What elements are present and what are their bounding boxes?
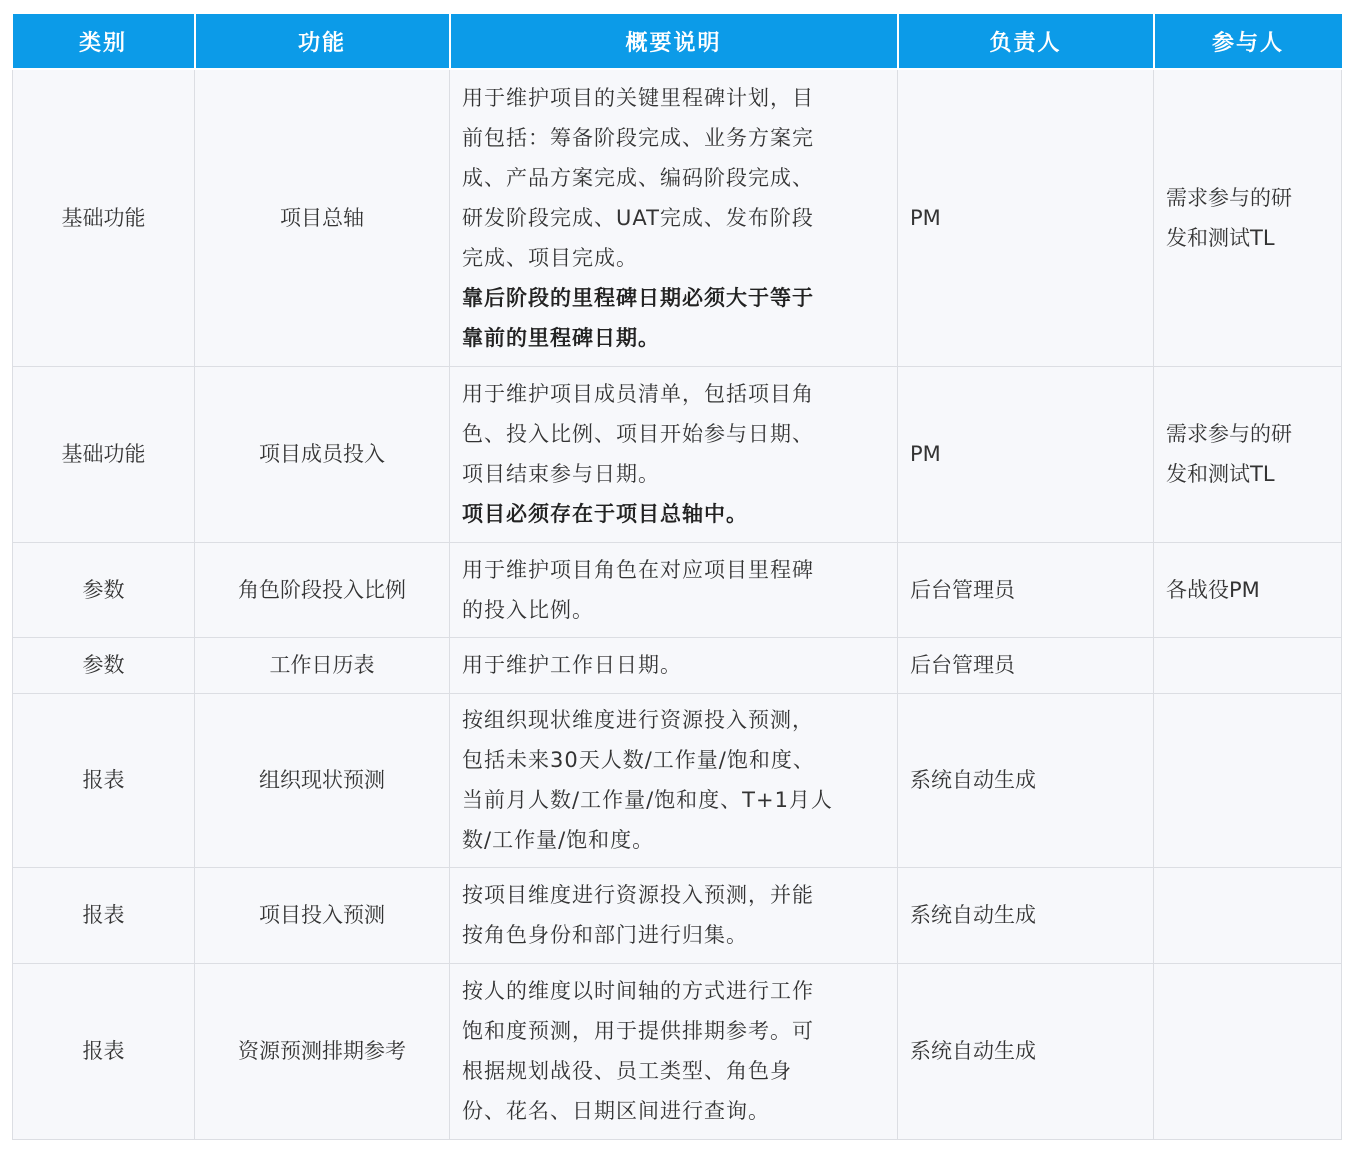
description-cell [450,542,898,637]
description-cell [450,693,898,867]
description-cell [450,637,898,693]
table-row [13,542,1342,637]
feature-table-container [12,14,1341,1140]
function-cell: 项目投入预测 [195,867,450,963]
description-line: 按组织现状维度进行资源投入预测， [462,708,814,732]
table-row [13,693,1342,867]
description-line: 当前月人数/工作量/饱和度、T+1月人 [462,788,833,812]
description-line: 用于维护项目的关键里程碑计划，目 [462,85,814,110]
description-rule-line: 靠前的里程碑日期。 [462,325,660,350]
description-line: 用于维护工作日日期。 [462,653,682,677]
owner-cell: PM [898,69,1154,366]
description-line: 色、投入比例、项目开始参与日期、 [462,422,814,446]
function-cell: 工作日历表 [195,637,450,693]
table-header [13,14,1342,69]
table-body [13,69,1342,1139]
function-cell: 组织现状预测 [195,693,450,867]
participant-cell [1154,693,1342,867]
participant-cell [1154,637,1342,693]
description-line: 前包括：筹备阶段完成、业务方案完 [462,125,814,150]
description-cell [450,963,898,1139]
description-cell [450,867,898,963]
description-line: 按角色身份和部门进行归集。 [462,923,748,947]
owner-cell: 系统自动生成 [898,693,1154,867]
participant-cell [1154,867,1342,963]
description-line: 数/工作量/饱和度。 [462,828,655,852]
participant-cell [1154,366,1342,542]
description-line: 包括未来30天人数/工作量/饱和度、 [462,748,815,772]
participant-cell [1154,542,1342,637]
function-cell: 项目成员投入 [195,366,450,542]
owner-cell: 系统自动生成 [898,963,1154,1139]
header-description: 概要说明 [450,14,898,69]
table-row [13,69,1342,366]
header-function: 功能 [195,14,450,69]
description-line: 按项目维度进行资源投入预测，并能 [462,883,814,907]
category-cell: 参数 [13,542,195,637]
table-row [13,963,1342,1139]
description-line: 按人的维度以时间轴的方式进行工作 [462,979,814,1003]
description-rule-line: 项目必须存在于项目总轴中。 [462,502,748,526]
description-line: 用于维护项目角色在对应项目里程碑 [462,557,814,582]
description-rule-line: 靠后阶段的里程碑日期必须大于等于 [462,285,814,310]
description-line: 研发阶段完成、UAT完成、发布阶段 [462,205,814,230]
participant-line: 需求参与的研 [1166,185,1292,210]
participant-cell [1154,963,1342,1139]
category-cell: 报表 [13,867,195,963]
description-line: 项目结束参与日期。 [462,462,660,486]
function-cell: 项目总轴 [195,69,450,366]
owner-cell: 系统自动生成 [898,867,1154,963]
participant-line: 各战役PM [1166,577,1260,602]
participant-cell [1154,69,1342,366]
category-cell: 报表 [13,963,195,1139]
header-owner: 负责人 [898,14,1154,69]
header-category: 类别 [13,14,195,69]
description-line: 的投入比例。 [462,597,594,622]
description-line: 份、花名、日期区间进行查询。 [462,1099,770,1123]
description-line: 完成、项目完成。 [462,245,638,270]
participant-line: 发和测试TL [1166,225,1275,250]
category-cell: 报表 [13,693,195,867]
owner-cell: 后台管理员 [898,542,1154,637]
owner-cell: 后台管理员 [898,637,1154,693]
table-row [13,867,1342,963]
owner-cell: PM [898,366,1154,542]
description-line: 成、产品方案完成、编码阶段完成、 [462,165,814,190]
header-row [13,14,1342,69]
header-participant: 参与人 [1154,14,1342,69]
description-line: 用于维护项目成员清单，包括项目角 [462,382,814,406]
participant-line: 需求参与的研 [1166,422,1292,446]
description-cell [450,69,898,366]
description-cell [450,366,898,542]
category-cell: 基础功能 [13,69,195,366]
table-row [13,637,1342,693]
feature-table [12,14,1342,1140]
table-row [13,366,1342,542]
function-cell: 资源预测排期参考 [195,963,450,1139]
category-cell: 基础功能 [13,366,195,542]
description-line: 饱和度预测，用于提供排期参考。可 [462,1019,814,1043]
function-cell: 角色阶段投入比例 [195,542,450,637]
description-line: 根据规划战役、员工类型、角色身 [462,1059,792,1083]
participant-line: 发和测试TL [1166,462,1275,486]
category-cell: 参数 [13,637,195,693]
